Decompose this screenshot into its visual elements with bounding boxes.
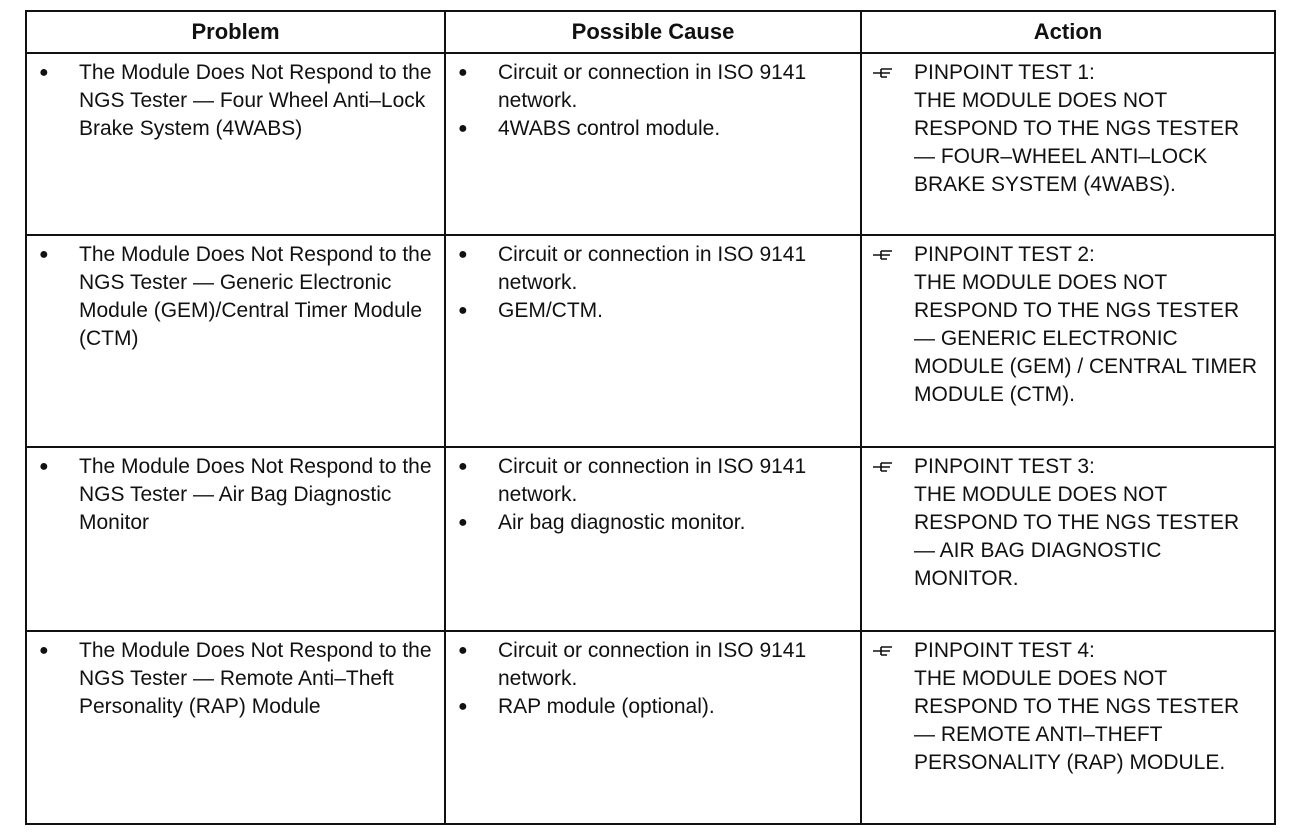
- action-description: THE MODULE DOES NOT RESPOND TO THE NGS TESTER — REMOTE ANTI–THEFT PERSONALITY (RAP) MODULE.: [914, 667, 1240, 774]
- action-cell: [861, 447, 1274, 631]
- problem-text: The Module Does Not Respond to the NGS Tester — Air Bag Diagnostic Monitor: [79, 455, 432, 534]
- action-description: THE MODULE DOES NOT RESPOND TO THE NGS TESTER — FOUR–WHEEL ANTI–LOCK BRAKE SYSTEM (4WABS).: [914, 89, 1240, 196]
- diagnostic-table: [27, 12, 1274, 823]
- cause-text: 4WABS control module.: [498, 117, 721, 140]
- header-action: Action: [861, 12, 1274, 53]
- pointing-hand-icon: [870, 637, 914, 665]
- problem-cell: [27, 447, 445, 631]
- bullet-icon: ●: [458, 642, 468, 659]
- bullet-icon: ●: [458, 302, 468, 319]
- cause-text: GEM/CTM.: [498, 299, 603, 322]
- cause-text: Air bag diagnostic monitor.: [498, 511, 746, 534]
- bullet-icon: ●: [458, 698, 468, 715]
- table-row: [27, 235, 1274, 447]
- action-cell: [861, 235, 1274, 447]
- pointing-hand-icon: [870, 453, 914, 481]
- bullet-icon: ●: [39, 458, 49, 475]
- bullet-icon: ●: [39, 64, 49, 81]
- bullet-icon: ●: [458, 514, 468, 531]
- problem-text: The Module Does Not Respond to the NGS Tester — Four Wheel Anti–Lock Brake System (4WABS): [79, 61, 432, 140]
- bullet-icon: ●: [39, 246, 49, 263]
- bullet-icon: ●: [458, 458, 468, 475]
- cause-text: RAP module (optional).: [498, 695, 715, 718]
- pinpoint-test-link[interactable]: PINPOINT TEST 3:: [914, 455, 1095, 478]
- action-description: THE MODULE DOES NOT RESPOND TO THE NGS TESTER — AIR BAG DIAGNOSTIC MONITOR.: [914, 483, 1240, 590]
- cause-text: Circuit or connection in ISO 9141 network.: [498, 61, 807, 112]
- pointing-hand-icon: [870, 59, 914, 87]
- table-row: [27, 53, 1274, 235]
- header-possible-cause: Possible Cause: [445, 12, 861, 53]
- problem-text: The Module Does Not Respond to the NGS Tester — Generic Electronic Module (GEM)/Central Timer Module (CTM): [79, 243, 432, 350]
- bullet-icon: ●: [458, 120, 468, 137]
- cause-text: Circuit or connection in ISO 9141 network.: [498, 243, 807, 294]
- bullet-icon: ●: [39, 642, 49, 659]
- header-problem: Problem: [27, 12, 445, 53]
- cause-text: Circuit or connection in ISO 9141 network.: [498, 639, 807, 690]
- problem-text: The Module Does Not Respond to the NGS Tester — Remote Anti–Theft Personality (RAP) Module: [79, 639, 432, 718]
- header-row: [27, 12, 1274, 53]
- problem-cell: [27, 235, 445, 447]
- pinpoint-test-link[interactable]: PINPOINT TEST 1:: [914, 61, 1095, 84]
- pinpoint-test-link[interactable]: PINPOINT TEST 4:: [914, 639, 1095, 662]
- cause-cell: [445, 447, 861, 631]
- bullet-icon: ●: [458, 246, 468, 263]
- pinpoint-test-link[interactable]: PINPOINT TEST 2:: [914, 243, 1095, 266]
- diagnostic-table-frame: [25, 10, 1276, 825]
- pointing-hand-icon: [870, 241, 914, 269]
- cause-cell: [445, 53, 861, 235]
- problem-cell: [27, 631, 445, 823]
- table-row: [27, 447, 1274, 631]
- cause-text: Circuit or connection in ISO 9141 network.: [498, 455, 807, 506]
- cause-cell: [445, 631, 861, 823]
- table-row: [27, 631, 1274, 823]
- problem-cell: [27, 53, 445, 235]
- action-cell: [861, 53, 1274, 235]
- action-cell: [861, 631, 1274, 823]
- bullet-icon: ●: [458, 64, 468, 81]
- action-description: THE MODULE DOES NOT RESPOND TO THE NGS TESTER — GENERIC ELECTRONIC MODULE (GEM) / CENTRAL TIMER MODULE (CTM).: [914, 271, 1258, 406]
- cause-cell: [445, 235, 861, 447]
